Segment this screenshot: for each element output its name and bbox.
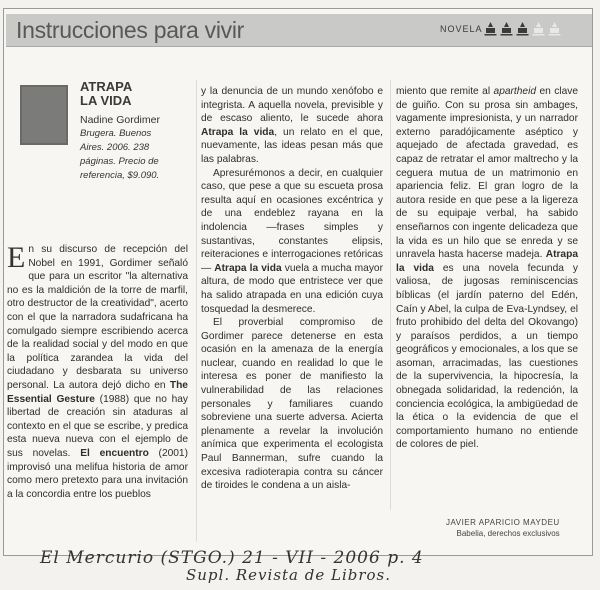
text-run: y la denuncia de un mundo xenófobo e integrista. A aquella novela, previsible y de escaso aliento, le sucede ahora bbox=[201, 86, 383, 125]
genre-label: NOVELA bbox=[440, 24, 483, 34]
text-run: Apresurémonos a decir, en cualquier caso, que pese a que su escueta prosa resulta aquí en ocasiones excéntrica y de una endeblez rayana en la indolencia —frases simples y sustantivas, constantes elipsis, reiteraciones e interrogaciones retóricas— bbox=[201, 167, 383, 274]
book-cover-image bbox=[20, 85, 68, 145]
publisher-line-2: Aires. 2006. 238 bbox=[80, 142, 150, 153]
article-column-2 bbox=[201, 85, 383, 493]
text-run: n su discurso de recepción del Nobel en 1991, Gordimer señaló que para un escritor "la alternativa no es la maldición de la torre de marfil, otro destructor de la creatividad", acerto con el que la narradora sudafricana ha comulgado siempre escribiendo acerca de la realidad social y del modo en que la política zarandea la vida del ciudadano y desbarata su universo personal. La autora dejó dicho en bbox=[7, 244, 188, 391]
text-run: El proverbial compromiso de Gordimer parece detenerse en esta ocasión en la amenaza de la energía nuclear, cuando en realidad lo que le interesa es poner de manifiesto la vulnerabilidad de las relaciones personales y familiares cuando sobreviene una suerte adversa. Acierta plenamente a revelar la involución anímica que experimenta el ecologista Paul Bannerman, sufre cuando la excesiva radioterapia contra su cáncer de tiroides le condena a un aisla- bbox=[201, 317, 383, 492]
italic-term: apartheid bbox=[493, 86, 537, 97]
book-title-line1: ATRAPA bbox=[80, 79, 133, 94]
drop-cap: E bbox=[7, 241, 26, 274]
book-reference: Atrapa la vida bbox=[214, 262, 282, 274]
rating-icon-1 bbox=[484, 21, 497, 36]
book-title bbox=[80, 80, 190, 108]
byline-source: Babelia, derechos exclusivos bbox=[456, 529, 560, 538]
text-run: miento que remite al bbox=[396, 86, 491, 97]
paragraph bbox=[201, 85, 383, 167]
publisher-line-4: referencia, $9.090. bbox=[80, 170, 160, 181]
section-title: Instrucciones para vivir bbox=[16, 17, 244, 43]
rating-icon-4 bbox=[532, 21, 545, 36]
book-author: Nadine Gordimer bbox=[80, 114, 160, 126]
paragraph bbox=[201, 167, 383, 317]
column-divider bbox=[196, 80, 197, 542]
text-run: es una novela fecunda y valiosa, de jugosas reminiscencias bíblicas (el jardín paterno del Edén, Caín y Abel, la culpa de Eva-Lyndsey, el fruto prohibido del delta del Okovango) y paraísos perdidos, a un tiempo geográficos y emocionales, a los que se asoman, arracimadas, las cuestiones de la supervivencia, la hipocresía, la obnegada solidaridad, la redención, la conciencia ecológica, la ambigüedad de la ética o la evidencia de que el comportamiento humano no entiende de colores de piel. bbox=[396, 262, 578, 451]
section-banner bbox=[6, 14, 592, 47]
handwritten-source-note: El Mercurio (STGO.) 21 - VII - 2006 p. 4 bbox=[40, 548, 424, 568]
paragraph bbox=[396, 85, 578, 452]
book-reference: El encuentro bbox=[80, 447, 149, 459]
rating-icon-5 bbox=[548, 21, 561, 36]
book-reference: Atrapa la vida bbox=[396, 249, 578, 274]
text-run: vuela a mucha mayor altura, de modo que entristece ver que ha salido atrapada en una edición cuya tosquedad la desmerece. bbox=[201, 262, 383, 315]
rating-stars bbox=[484, 21, 561, 36]
text-run: , un relato en el que, nuevamente, las ideas pesan más que las palabras. bbox=[201, 126, 384, 165]
book-details bbox=[80, 113, 195, 183]
byline bbox=[446, 517, 560, 539]
rating-icon-2 bbox=[500, 21, 513, 36]
book-reference: Atrapa la vida bbox=[201, 126, 275, 138]
byline-author: JAVIER APARICIO MAYDEU bbox=[446, 518, 560, 527]
rating-icon-3 bbox=[516, 21, 529, 36]
book-title-line2: LA VIDA bbox=[80, 93, 132, 108]
text-run: en clave de guiño. Con su prosa sin ambages, vagamente impresionista, y un narrador externo paradójicamente aséptico y aquejado de afectada gravedad, es capaz de retratar el amor maltrecho y la ceguera mutua de un matrimonio en apariencia feliz. El gran logro de la autora reside en que pese a la ligereza de su equipaje verbal, ha sabido enseñarnos con ingente delicadeza que la vida es un hilo que se enreda y se unravela hasta hacerse madeja. bbox=[396, 86, 578, 261]
book-reference: The Essential Gesture bbox=[7, 379, 188, 405]
column-divider bbox=[390, 80, 391, 510]
text-run: (1988) que no hay libertad de creación sin ataduras al contexto en el que se escribe, y predica esta nueva nueva con el ejemplo de sus novelas. bbox=[7, 393, 188, 459]
article-column-3 bbox=[396, 85, 578, 452]
text-run: (2001) improvisó una melifua historia de amor como mero pretexto para una invitación a la concordia entre los pueblos bbox=[7, 447, 188, 500]
paragraph bbox=[7, 243, 188, 501]
publisher-line-1: Brugera. Buenos bbox=[80, 128, 152, 139]
article-column-1 bbox=[7, 243, 188, 501]
paragraph bbox=[201, 316, 383, 493]
publisher-line-3: páginas. Precio de bbox=[80, 156, 159, 167]
handwritten-supplement-note: Supl. Revista de Libros. bbox=[186, 566, 392, 584]
